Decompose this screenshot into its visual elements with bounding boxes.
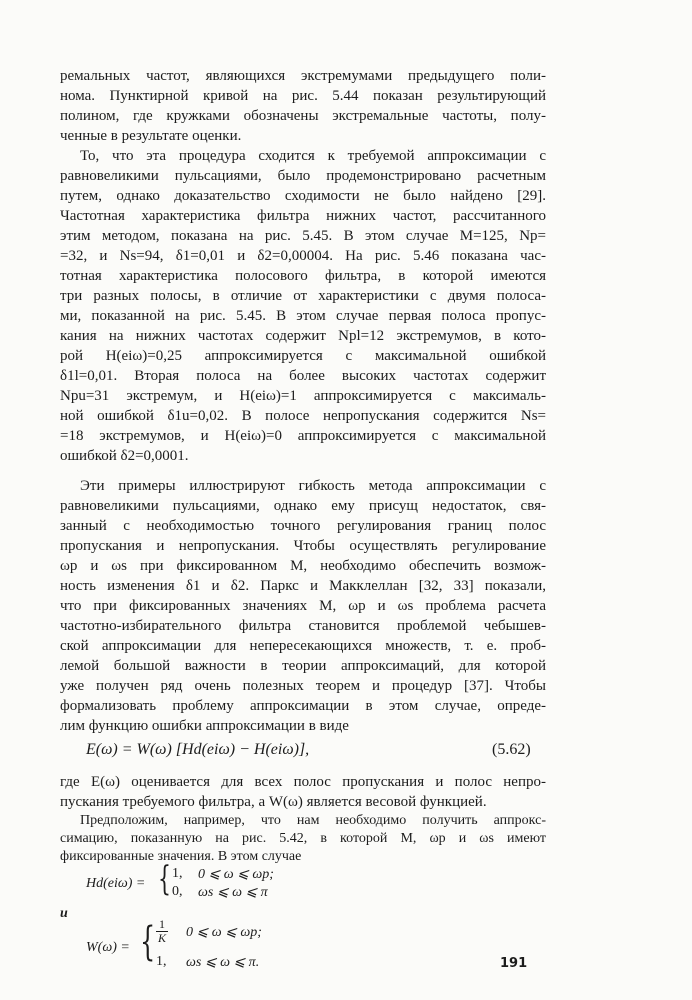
text-line: уже получен ряд очень полезных теорем и процедур [37]. Чтобы	[60, 678, 546, 694]
conjunction-and: и	[60, 906, 68, 921]
text-line: Предположим, например, что нам необходимо получить аппрокс-	[80, 813, 546, 828]
text-line: равновеликими пульсациями, однако ему присущ недостаток, свя-	[60, 498, 546, 514]
equation-w-lhs: W(ω) =	[86, 940, 130, 955]
text-line: тотная характеристика полосового фильтра, в которой имеются	[60, 268, 546, 284]
text-line: нома. Пунктирной кривой на рис. 5.44 показан результирующий	[60, 88, 546, 104]
text-line: ной ошибкой δ1u=0,02. В полосе непропускания содержится Ns=	[60, 408, 546, 424]
text-line: ченные в результате оценки.	[60, 128, 242, 144]
paragraph-continuation	[60, 66, 546, 146]
fraction	[156, 918, 168, 945]
page-number: 191	[500, 956, 528, 971]
equation-hd-row1-value: 1,	[172, 866, 183, 881]
text-line: То, что эта процедура сходится к требуемой аппроксимации с	[80, 148, 546, 164]
text-line: кания на нижних частотах содержит Npl=12 экстремумов, в кото-	[60, 328, 546, 344]
text-line: частотно-избирательного фильтра становится проблемой чебышев-	[60, 618, 546, 634]
text-line: Эти примеры иллюстрируют гибкость метода аппроксимации с	[80, 478, 546, 494]
text-line: полином, где кружками обозначены экстремальные частоты, полу-	[60, 108, 546, 124]
equation-hd-row1-condition: 0 ⩽ ω ⩽ ωp;	[198, 867, 274, 882]
text-line: δ1l=0,01. Вторая полоса на более высоких частотах содержит	[60, 368, 546, 384]
text-line: фиксированные значения. В этом случае	[60, 849, 302, 864]
equation-hd-row2-value: 0,	[172, 884, 183, 899]
paragraph-convergence	[60, 146, 546, 466]
text-line: ской аппроксимации для непересекающихся множеств, т. е. проб-	[60, 638, 546, 654]
text-line: рой H(eiω)=0,25 аппроксимируется с максимальной ошибкой	[60, 348, 546, 364]
paragraph-where	[60, 772, 546, 812]
text-line: путем, однако доказательство сходимости не было найдено [29].	[60, 188, 546, 204]
equation-w-row1-condition: 0 ⩽ ω ⩽ ωp;	[186, 925, 262, 940]
text-line: =18 экстремумов, и H(eiω)=0 аппроксимируется с максимальной	[60, 428, 546, 444]
equation-error-function: E(ω) = W(ω) [Hd(eiω) − H(eiω)],	[86, 741, 310, 758]
text-line: где E(ω) оценивается для всех полос пропускания и полос непро-	[60, 774, 546, 790]
text-line: занный с необходимостью точного регулирования границ полос	[60, 518, 546, 534]
text-line: лим функцию ошибки аппроксимации в виде	[60, 718, 349, 734]
text-line: что при фиксированных значениях M, ωp и ωs проблема расчета	[60, 598, 546, 614]
paragraph-examples	[60, 476, 546, 736]
equation-w-row2-condition: ωs ⩽ ω ⩽ π.	[186, 955, 260, 970]
equation-hd-lhs: Hd(eiω) =	[86, 876, 146, 891]
text-line: =32, и Ns=94, δ1=0,01 и δ2=0,00004. На рис. 5.46 показана час-	[60, 248, 546, 264]
text-line: ωp и ωs при фиксированном M, необходимо обеспечить возмож-	[60, 558, 546, 574]
text-line: симацию, показанную на рис. 5.42, в которой M, ωp и ωs имеют	[60, 831, 546, 846]
text-line: формализовать проблему аппроксимации в этом случае, опреде-	[60, 698, 546, 714]
text-line: пропускания и непропускания. Чтобы осуществлять регулирование	[60, 538, 546, 554]
text-line: Npu=31 экстремум, и H(eiω)=1 аппроксимируется с максималь-	[60, 388, 546, 404]
paragraph-suppose	[60, 812, 546, 866]
text-line: ремальных частот, являющихся экстремумами предыдущего поли-	[60, 68, 546, 84]
left-brace-icon: {	[140, 919, 156, 965]
text-line: равновеликими пульсациями, было продемонстрировано расчетным	[60, 168, 546, 184]
text-line: ность изменения δ1 и δ2. Паркс и Макклеллан [32, 33] показали,	[60, 578, 546, 594]
text-line: лемой большой важности в теории аппроксимаций, для которой	[60, 658, 546, 674]
left-brace-icon: {	[158, 859, 171, 899]
text-line: ошибкой δ2=0,0001.	[60, 448, 189, 464]
equation-number: (5.62)	[492, 741, 531, 758]
text-line: три разных полосы, в отличие от характеристики с двумя полоса-	[60, 288, 546, 304]
fraction-denominator: K	[157, 931, 166, 945]
text-line: ми, показанной на рис. 5.45. В этом случае первая полоса пропус-	[60, 308, 546, 324]
equation-w-row1-fraction	[156, 918, 168, 945]
text-line: Частотная характеристика фильтра нижних частот, рассчитанного	[60, 208, 546, 224]
equation-w-row2-value: 1,	[156, 954, 167, 969]
equation-hd-row2-condition: ωs ⩽ ω ⩽ π	[198, 885, 268, 900]
fraction-numerator: 1	[156, 918, 168, 932]
text-line: пускания требуемого фильтра, а W(ω) является весовой функцией.	[60, 794, 487, 810]
text-line: этим методом, показана на рис. 5.45. В этом случае M=125, Np=	[60, 228, 546, 244]
